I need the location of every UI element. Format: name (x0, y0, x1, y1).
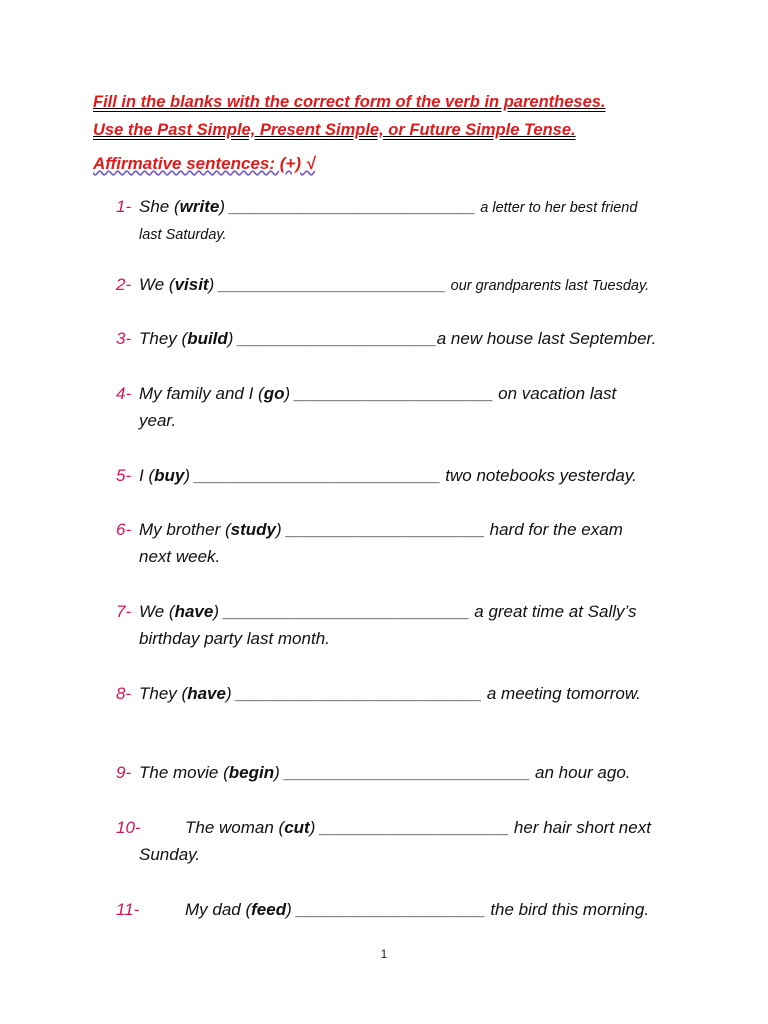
exercise-item-9 (116, 759, 716, 786)
exercise-item-1 (116, 193, 716, 249)
item-suffix: her hair short next (513, 818, 651, 837)
instruction-line-1: Fill in the blanks with the correct form of the verb in parentheses. (93, 93, 606, 111)
item-number: 1- (116, 197, 132, 216)
item-blank: ) _____________________ (275, 520, 490, 539)
item-verb: have (174, 602, 214, 621)
item-blank: ) __________________________ (274, 763, 536, 782)
item-number: 11- (116, 900, 140, 919)
item-blank: ) _____________________ (227, 329, 437, 348)
item-verb: study (230, 520, 276, 539)
exercise-item-7 (116, 598, 716, 652)
item-prefix: We ( (139, 275, 175, 294)
item-suffix: a great time at Sally’s (474, 602, 637, 621)
item-number: 5- (116, 466, 132, 485)
item-prefix: The movie ( (139, 763, 229, 782)
item-number: 2- (116, 275, 132, 294)
item-blank: ) ________________________ (208, 275, 451, 294)
item-suffix: on vacation last (498, 384, 617, 403)
item-prefix: She ( (139, 197, 180, 216)
item-verb: write (179, 197, 220, 216)
item-number: 3- (116, 329, 132, 348)
exercise-item-3 (116, 325, 716, 352)
item-prefix: We ( (139, 602, 175, 621)
exercise-item-5 (116, 462, 716, 489)
item-prefix: I ( (139, 466, 155, 485)
item-suffix: the bird this morning. (490, 900, 650, 919)
item-blank: ) _____________________ (284, 384, 499, 403)
item-number: 9- (116, 763, 132, 782)
item-continuation: last Saturday. (139, 227, 227, 243)
exercise-item-2 (116, 271, 716, 300)
item-suffix: a new house last September. (436, 329, 657, 348)
item-blank: ) ____________________ (286, 900, 491, 919)
item-blank: ) __________________________ (213, 602, 475, 621)
item-verb: buy (154, 466, 185, 485)
item-verb: begin (228, 763, 275, 782)
item-prefix: My family and I ( (139, 384, 264, 403)
item-verb: have (187, 684, 226, 703)
item-blank: ) __________________________ (184, 466, 446, 485)
exercise-item-11 (116, 896, 716, 923)
item-number: 8- (116, 684, 132, 703)
item-verb: go (263, 384, 285, 403)
instruction-line-2: Use the Past Simple, Present Simple, or Future Simple Tense. (93, 121, 576, 139)
instructions (93, 88, 693, 144)
item-continuation: year. (139, 411, 177, 430)
item-suffix: our grandparents last Tuesday. (450, 278, 650, 294)
item-number: 6- (116, 520, 132, 539)
item-suffix: two notebooks yesterday. (445, 466, 637, 485)
item-blank: ) __________________________ (219, 197, 481, 216)
item-suffix: an hour ago. (535, 763, 631, 782)
section-heading: Affirmative sentences: (+) √ (93, 154, 316, 173)
item-prefix: The woman ( (185, 818, 285, 837)
item-number: 4- (116, 384, 132, 403)
page-number: 1 (380, 947, 388, 961)
item-continuation: next week. (139, 547, 221, 566)
item-suffix: hard for the exam (489, 520, 623, 539)
item-blank: ) ____________________ (309, 818, 514, 837)
exercise-item-6 (116, 516, 716, 570)
exercise-item-8 (116, 680, 716, 707)
item-number: 7- (116, 602, 132, 621)
item-prefix: My brother ( (139, 520, 231, 539)
item-verb: visit (174, 275, 209, 294)
item-verb: feed (251, 900, 287, 919)
item-verb: cut (284, 818, 310, 837)
item-prefix: My dad ( (185, 900, 252, 919)
item-number: 10- (116, 818, 141, 837)
item-suffix: a meeting tomorrow. (486, 684, 641, 703)
item-continuation: Sunday. (139, 845, 201, 864)
item-prefix: They ( (139, 329, 188, 348)
item-blank: ) __________________________ (225, 684, 487, 703)
exercise-item-4 (116, 380, 716, 434)
exercise-item-10 (116, 814, 716, 868)
item-continuation: birthday party last month. (139, 629, 330, 648)
item-suffix: a letter to her best friend (480, 200, 638, 216)
item-prefix: They ( (139, 684, 188, 703)
item-verb: build (187, 329, 228, 348)
